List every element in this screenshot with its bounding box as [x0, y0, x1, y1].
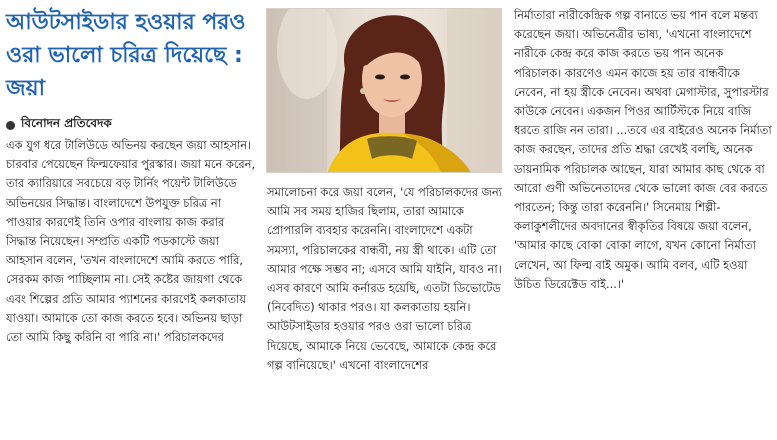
byline [6, 115, 258, 135]
article-column-3: নির্মাতারা নারীকেন্দ্রিক গল্প বানাতে ভয় পান বলে মন্তব্য করেছেন জয়া। অভিনেত্রীর ভাষ্য, 'এখনো বাংলাদেশে নারীকে কেন্দ্র করে কাজ করতে ভয় পান অনেক পরিচালক। কারণেও এমন কাজে হয় তার বান্ধবীকে নেবেন, না হয় স্ত্রীকে নেবেন। অথবা মেগাস্টার, সুপারস্টার কাউকে নেবেন। একজন পিওর আর্টিস্টকে নিয়ে বাজি ধরতে রাজি নন তারা। ...তবে এর বাইরেও অনেক নির্মাতা কাজ করছেন, তাদের প্রতি শ্রদ্ধা রেখেই বলছি, অনেক ডায়নামিক পরিচালক আছেন, যারা আমার কাছ থেকে বা আরো গুণী অভিনেতাদের থেকে ভালো কাজ বের করতে পারতেন; কিন্তু তারা করেননি।' সিনেমায় শিল্পী-কলাকুশলীদের অবদানের স্বীকৃতির বিষয়ে জয়া বলেন, 'আমার কাছে বোকা বোকা লাগে, যখন কোনো নির্মাতা লেখেন, আ ফিল্ম বাই অমুক। আমি বলব, এটি হওয়া উচিত ডিরেক্টেড বাই...।' [514, 8, 772, 291]
headline: আউটসাইডার হওয়ার পরও ওরা ভালো চরিত্র দিয়েছে : জয়া [6, 10, 246, 101]
portrait-photo [266, 8, 502, 173]
article-column-2: সমালোচনা করে জয়া বলেন, 'যে পরিচালকদের জন্য আমি সব সময় হাজির ছিলাম, তারা আমাকে প্রোপারলি ব্যবহার করেননি। বাংলাদেশে একটা সমস্যা, পরিচালকের বান্ধবী, নয় স্ত্রী থাকে। এটি তো আমার পক্ষে সম্ভব না; এসবে আমি যাইনি, যাবও না। এসব কারণে আমি কর্নারড হয়েছি, এতটা ডিভোটেড (নিবেদিত) থাকার পরও। যা কলকাতায় হয়নি। আউটসাইডার হওয়ার পরও ওরা ভালো চরিত্র দিয়েছে, আমাকে নিয়ে ভেবেছে, আমাকে কেন্দ্র করে গল্প বানিয়েছে।' এখনো বাংলাদেশের [267, 185, 502, 372]
byline-text: বিনোদন প্রতিবেদক [21, 116, 112, 130]
woman-portrait-icon [267, 9, 502, 173]
article-column-1: এক যুগ ধরে টালিউডে অভিনয় করছেন জয়া আহসান। চারবার পেয়েছেন ফিল্মফেয়ার পুরস্কার। জয়া মনে করেন, তার ক্যারিয়ারে সবচেয়ে বড় টার্নিং পয়েন্ট টালিউডে অভিনয়ের সিদ্ধান্ত। বাংলাদেশে উপযুক্ত চরিত্র না পাওয়ার কারণেই তিনি ওপার বাংলায় কাজ করার সিদ্ধান্ত নিয়েছেন। সম্প্রতি একটি পডকাস্টে জয়া আহসান বলেন, 'তখন বাংলাদেশে আমি করতে পারি, সেরকম কাজ পাচ্ছিলাম না। সেই কষ্টের জায়গা থেকে এবং শিল্পের প্রতি আমার প্যাশনের কারণেই কলকাতায় যাওয়া। আমাকে তো কাজ করতে হবে। অভিনয় ছাড়া তো আমি কিছু করিনি বা পারি না।' পরিচালকদের [6, 138, 256, 345]
bullet-icon [6, 121, 15, 130]
